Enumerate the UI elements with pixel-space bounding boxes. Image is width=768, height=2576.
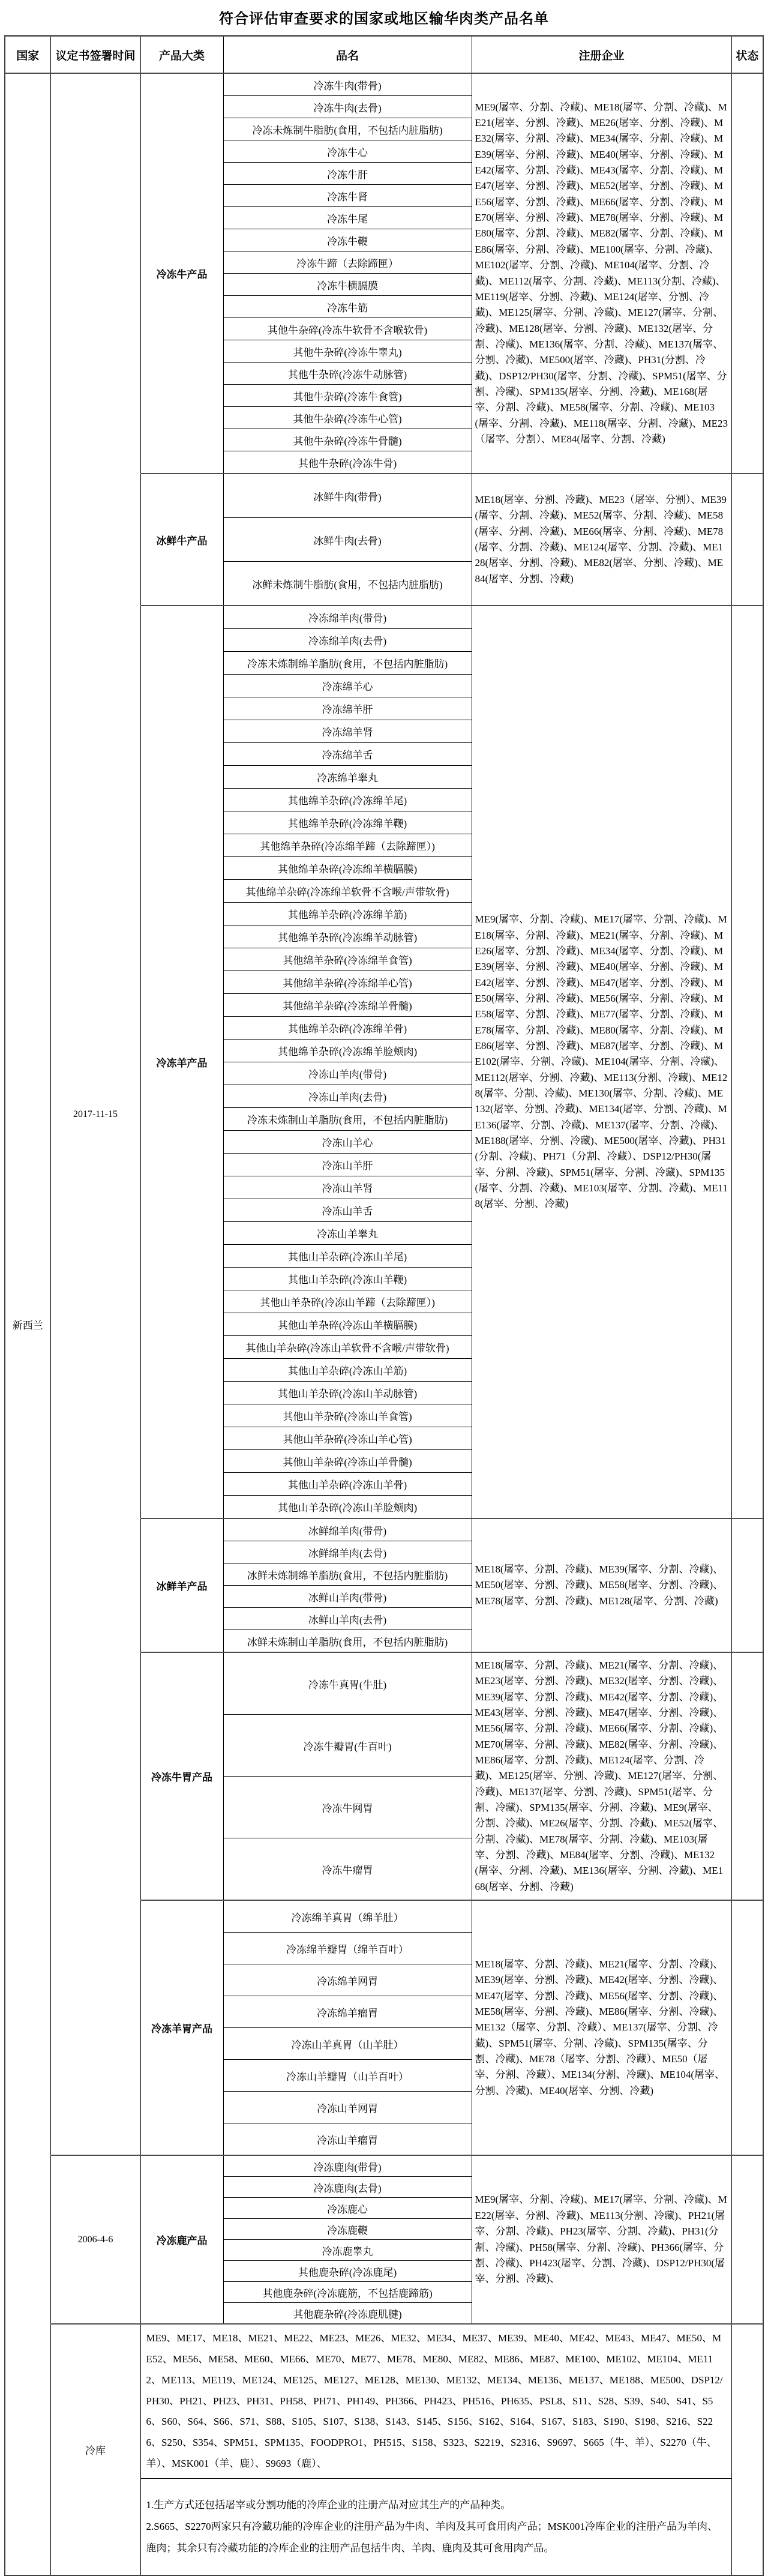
col-header-product-name: 品名 (223, 36, 472, 74)
product-row (5, 2155, 763, 2177)
category-cell: 冰鲜牛产品 (140, 474, 223, 606)
product-name-cell: 冷冻鹿肉(去骨) (223, 2177, 472, 2198)
status-cell (731, 1652, 763, 1900)
product-name-cell: 其他山羊杂碎(冷冻山羊鞭) (223, 1268, 472, 1290)
product-name-cell: 冷冻绵羊睾丸 (223, 766, 472, 789)
product-name-cell: 冰鲜牛肉(去骨) (223, 518, 472, 562)
product-name-cell: 其他山羊杂碎(冷冻山羊食管) (223, 1404, 472, 1427)
product-name-cell: 冰鲜未炼制山羊脂肪(食用，不包括内脏脂肪) (223, 1630, 472, 1653)
product-name-cell: 其他牛杂碎(冷冻牛软骨不含喉软骨) (223, 318, 472, 340)
product-name-cell: 冷冻山羊网胃 (223, 2092, 472, 2123)
col-header-registered-enterprises: 注册企业 (472, 36, 731, 74)
product-name-cell: 其他鹿杂碎(冷冻鹿尾) (223, 2261, 472, 2282)
enterprises-cell: ME9(屠宰、分割、冷藏)、ME17(屠宰、分割、冷藏)、ME18(屠宰、分割、冷藏)、ME21(屠宰、分割、冷藏)、ME26(屠宰、分割、冷藏)、ME34(屠宰、分割、冷藏)、ME39(屠宰、分割、冷藏)、ME40(屠宰、分割、冷藏)、ME42(屠宰、分割、冷藏)、ME47(屠宰、分割、冷藏)、ME50(屠宰、分割、冷藏)、ME56(屠宰、分割、冷藏)、ME58(屠宰、分割、冷藏)、ME77(屠宰、分割、冷藏)、ME78(屠宰、分割、冷藏)、ME80(屠宰、分割、冷藏)、ME86(屠宰、分割、冷藏)、ME87(屠宰、分割、冷藏)、ME102(屠宰、分割、冷藏)、ME104(屠宰、分割、冷藏)、ME112(屠宰、分割、冷藏)、ME113(分割、冷藏)、ME128(屠宰、分割、冷藏)、ME130(屠宰、分割、冷藏)、ME132(屠宰、分割、冷藏)、ME134(屠宰、分割、冷藏)、ME136(屠宰、分割、冷藏)、ME137(屠宰、分割、冷藏)、ME188(屠宰、分割、冷藏)、ME500(屠宰、冷藏)、PH31(分割、冷藏)、PH71（分割、冷藏）、DSP12/PH30(屠宰、分割、冷藏)、SPM51(屠宰、分割、冷藏)、SPM135(屠宰、分割、冷藏)、ME103(屠宰、分割、冷藏)、ME118(屠宰、分割、冷藏) (472, 606, 731, 1518)
category-cell: 冷冻羊胃产品 (140, 1900, 223, 2155)
product-name-cell: 其他牛杂碎(冷冻牛食管) (223, 385, 472, 407)
category-cell: 冰鲜羊产品 (140, 1518, 223, 1652)
product-name-cell: 冷冻绵羊肝 (223, 697, 472, 720)
product-name-cell: 冷冻山羊瘤胃 (223, 2123, 472, 2156)
status-cell (731, 2155, 763, 2324)
product-name-cell: 其他绵羊杂碎(冷冻绵羊骨) (223, 1017, 472, 1040)
product-name-cell: 其他绵羊杂碎(冷冻绵羊尾) (223, 789, 472, 811)
product-name-cell: 冷冻牛瓣胃(牛百叶) (223, 1715, 472, 1777)
note-line: 2.S665、S2270两家只有冷藏功能的冷库企业的注册产品为牛肉、羊肉及其可食用肉产品；MSK001冷库企业的注册产品为羊肉、鹿肉；其余只有冷藏功能的冷库企业的注册产品包括牛肉、羊肉、鹿肉及其可食用肉产品。 (146, 2521, 718, 2554)
product-name-cell: 其他山羊杂碎(冷冻山羊心管) (223, 1427, 472, 1450)
enterprises-cell: ME18(屠宰、分割、冷藏)、ME23（屠宰、分割）、ME39(屠宰、分割、冷藏)、ME52(屠宰、分割、冷藏)、ME58(屠宰、分割、冷藏)、ME66(屠宰、分割、冷藏)、ME78(屠宰、分割、冷藏)、ME124(屠宰、分割、冷藏)、ME128(屠宰、分割、冷藏)、ME82(屠宰、分割、冷藏)、ME84(屠宰、分割、冷藏) (472, 474, 731, 606)
product-name-cell: 其他绵羊杂碎(冷冻绵羊软骨不含喉/声带软骨) (223, 880, 472, 903)
product-name-cell: 冰鲜山羊肉(去骨) (223, 1608, 472, 1630)
category-cell: 冷冻牛产品 (140, 73, 223, 474)
product-name-cell: 冰鲜山羊肉(带骨) (223, 1586, 472, 1608)
col-header-status: 状态 (731, 36, 763, 74)
product-name-cell: 冷冻山羊真胃（山羊肚） (223, 2028, 472, 2060)
col-header-protocol-date: 议定书签署时间 (50, 36, 140, 74)
product-name-cell: 冷冻牛尾 (223, 207, 472, 229)
product-name-cell: 其他绵羊杂碎(冷冻绵羊脸颊肉) (223, 1040, 472, 1062)
product-name-cell: 冷冻绵羊瘤胃 (223, 1996, 472, 2028)
product-name-cell: 冷冻鹿心 (223, 2198, 472, 2219)
product-name-cell: 其他山羊杂碎(冷冻山羊动脉管) (223, 1382, 472, 1404)
product-name-cell: 冷冻牛心 (223, 140, 472, 163)
product-name-cell: 其他山羊杂碎(冷冻山羊软骨不含喉/声带软骨) (223, 1336, 472, 1359)
product-name-cell: 冷冻鹿睾丸 (223, 2240, 472, 2261)
enterprises-cell: ME9(屠宰、分割、冷藏)、ME17(屠宰、分割、冷藏)、ME22(屠宰、分割、冷藏)、ME113(分割、冷藏)、PH21(屠宰、分割、冷藏)、PH23(屠宰、分割、冷藏)、PH31(分割、冷藏)、PH58(屠宰、分割、冷藏)、PH366(屠宰、分割、冷藏)、PH423(屠宰、分割、冷藏)、DSP12/PH30(屠宰、分割、冷藏)、 (472, 2155, 731, 2324)
product-name-cell: 冷冻牛肾 (223, 185, 472, 207)
product-name-cell: 其他山羊杂碎(冷冻山羊筋) (223, 1359, 472, 1382)
product-name-cell: 其他绵羊杂碎(冷冻绵羊蹄（去除蹄匣）) (223, 834, 472, 857)
country-cell: 新西兰 (5, 73, 50, 2575)
product-name-cell: 冷冻绵羊真胃（绵羊肚） (223, 1900, 472, 1933)
product-name-cell: 其他绵羊杂碎(冷冻绵羊心管) (223, 971, 472, 994)
product-name-cell: 冷冻绵羊肾 (223, 720, 472, 743)
cold-storage-row (5, 2324, 763, 2478)
category-cell: 冷冻牛胃产品 (140, 1652, 223, 1900)
product-name-cell: 冷冻山羊瓣胃（山羊百叶） (223, 2060, 472, 2092)
product-name-cell: 其他牛杂碎(冷冻牛骨) (223, 451, 472, 474)
product-name-cell: 其他绵羊杂碎(冷冻绵羊横膈膜) (223, 857, 472, 880)
status-cell (731, 606, 763, 1518)
product-name-cell: 冷冻牛横膈膜 (223, 274, 472, 296)
product-name-cell: 冷冻牛蹄（去除蹄匣） (223, 251, 472, 274)
category-cell: 冷冻羊产品 (140, 606, 223, 1518)
product-name-cell: 冰鲜绵羊肉(去骨) (223, 1541, 472, 1563)
product-name-cell: 冷冻山羊心 (223, 1131, 472, 1154)
status-cell (731, 1900, 763, 2155)
col-header-category: 产品大类 (140, 36, 223, 74)
protocol-date-cell: 2017-11-15 (50, 73, 140, 2155)
product-name-cell: 其他鹿杂碎(冷冻鹿肌腱) (223, 2303, 472, 2325)
product-name-cell: 冷冻山羊肾 (223, 1176, 472, 1199)
product-name-cell: 冷冻未炼制山羊脂肪(食用，不包括内脏脂肪) (223, 1108, 472, 1131)
product-name-cell: 冷冻绵羊舌 (223, 743, 472, 766)
product-name-cell: 冷冻牛鞭 (223, 229, 472, 251)
page-title: 符合评估审查要求的国家或地区输华肉类产品名单 (219, 11, 549, 27)
product-name-cell: 其他山羊杂碎(冷冻山羊横膈膜) (223, 1313, 472, 1336)
product-name-cell: 冷冻鹿鞭 (223, 2219, 472, 2240)
cold-storage-companies: ME9、ME17、ME18、ME21、ME22、ME23、ME26、ME32、ME34、ME37、ME39、ME40、ME42、ME43、ME47、ME50、ME52、ME56、ME58、ME60、ME66、ME70、ME77、ME78、ME80、ME82、ME86、ME87、ME100、ME102、ME104、ME112、ME113、ME119、ME124、ME125、ME127、ME128、ME130、ME132、ME134、ME136、ME137、ME188、ME500、DSP12/PH30、PH21、PH23、PH31、PH58、PH71、PH149、PH366、PH423、PH516、PH635、PSL8、S11、S28、S39、S40、S41、S56、S60、S64、S66、S71、S88、S105、S107、S138、S143、S145、S156、S162、S164、S167、S183、S190、S198、S216、S226、S250、S354、SPM51、SPM135、FOODPRO1、PH515、S158、S323、S2219、S2316、S9697、S665（牛、羊）、S2270（牛、羊）、MSK001（羊、鹿）、S9693（鹿）、 (140, 2324, 731, 2478)
product-name-cell: 冷冻绵羊心 (223, 675, 472, 697)
product-name-cell: 冷冻鹿肉(带骨) (223, 2155, 472, 2177)
status-cell (731, 2324, 763, 2575)
product-name-cell: 冷冻山羊睾丸 (223, 1222, 472, 1245)
product-name-cell: 其他牛杂碎(冷冻牛睾丸) (223, 340, 472, 363)
product-name-cell: 冰鲜牛肉(带骨) (223, 474, 472, 518)
product-name-cell: 冷冻绵羊肉(去骨) (223, 629, 472, 652)
product-name-cell: 其他山羊杂碎(冷冻山羊骨髓) (223, 1450, 472, 1473)
product-name-cell: 其他山羊杂碎(冷冻山羊蹄（去除蹄匣）) (223, 1290, 472, 1313)
protocol-date-cell: 2006-4-6 (50, 2155, 140, 2324)
product-name-cell: 冷冻绵羊网胃 (223, 1964, 472, 1996)
cold-storage-notes (140, 2478, 731, 2575)
product-name-cell: 冰鲜未炼制牛脂肪(食用，不包括内脏脂肪) (223, 562, 472, 606)
product-name-cell: 冷冻牛肉(去骨) (223, 96, 472, 118)
product-name-cell: 冷冻牛真胃(牛肚) (223, 1652, 472, 1715)
enterprises-cell: ME18(屠宰、分割、冷藏)、ME21(屠宰、分割、冷藏)、ME39(屠宰、分割、冷藏)、ME42(屠宰、分割、冷藏)、ME47(屠宰、分割、冷藏)、ME56(屠宰、分割、冷藏)、ME58(屠宰、分割、冷藏)、ME86(屠宰、分割、冷藏)、ME132（屠宰、分割、冷藏）、ME137(屠宰、分割、冷藏)、SPM51(屠宰、分割、冷藏)、SPM135(屠宰、分割、冷藏)、ME78（屠宰、分割、冷藏）、ME50（屠宰、分割、冷藏）、ME134(分割、冷藏)、ME104(屠宰、分割、冷藏)、ME40(屠宰、分割、冷藏) (472, 1900, 731, 2155)
product-name-cell: 其他绵羊杂碎(冷冻绵羊筋) (223, 903, 472, 925)
status-cell (731, 474, 763, 606)
enterprises-cell: ME18(屠宰、分割、冷藏)、ME39(屠宰、分割、冷藏)、ME50(屠宰、分割、冷藏)、ME58(屠宰、分割、冷藏)、ME78(屠宰、分割、冷藏)、ME128(屠宰、分割、冷藏) (472, 1518, 731, 1652)
product-name-cell: 冷冻绵羊瓣胃（绵羊百叶） (223, 1933, 472, 1964)
product-name-cell: 冷冻牛肉(带骨) (223, 73, 472, 96)
product-name-cell: 冷冻未炼制绵羊脂肪(食用，不包括内脏脂肪) (223, 652, 472, 675)
product-name-cell: 其他牛杂碎(冷冻牛骨髓) (223, 429, 472, 451)
product-name-cell: 冷冻牛肝 (223, 163, 472, 185)
enterprises-cell: ME9(屠宰、分割、冷藏)、ME18(屠宰、分割、冷藏)、ME21(屠宰、分割、冷藏)、ME26(屠宰、分割、冷藏)、ME32(屠宰、分割、冷藏)、ME34(屠宰、分割、冷藏)、ME39(屠宰、分割、冷藏)、ME40(屠宰、分割、冷藏)、ME42(屠宰、分割、冷藏)、ME43(屠宰、分割、冷藏)、ME47(屠宰、分割、冷藏)、ME52(屠宰、分割、冷藏)、ME56(屠宰、分割、冷藏)、ME66(屠宰、分割、冷藏)、ME70(屠宰、分割、冷藏)、ME78(屠宰、分割、冷藏)、ME80(屠宰、分割、冷藏)、ME82(屠宰、分割、冷藏)、ME86(屠宰、分割、冷藏)、ME100(屠宰、分割、冷藏)、ME102(屠宰、分割、冷藏)、ME104(屠宰、分割、冷藏)、ME112(屠宰、分割、冷藏)、ME113(分割、冷藏)、ME119(屠宰、分割、冷藏)、ME124(屠宰、分割、冷藏)、ME125(屠宰、分割、冷藏)、ME127(屠宰、分割、冷藏)、ME128(屠宰、分割、冷藏)、ME132(屠宰、分割、冷藏)、ME136(屠宰、分割、冷藏)、ME137(屠宰、分割、冷藏)、ME500(屠宰、冷藏)、PH31(分割、冷藏)、DSP12/PH30(屠宰、分割、冷藏)、SPM51(屠宰、分割、冷藏)、SPM135(屠宰、分割、冷藏)、ME168(屠宰、分割、冷藏)、ME58(屠宰、分割、冷藏)、ME103(屠宰、分割、冷藏)、ME118(屠宰、分割、冷藏)、ME23（屠宰、分割）、ME84(屠宰、分割、冷藏) (472, 73, 731, 474)
product-name-cell: 其他牛杂碎(冷冻牛心管) (223, 407, 472, 429)
product-name-cell: 其他山羊杂碎(冷冻山羊脸颊肉) (223, 1496, 472, 1519)
product-name-cell: 其他绵羊杂碎(冷冻绵羊骨髓) (223, 994, 472, 1017)
product-name-cell: 冷冻山羊肝 (223, 1154, 472, 1176)
products-table (4, 35, 764, 2576)
enterprises-cell: ME18(屠宰、分割、冷藏)、ME21(屠宰、分割、冷藏)、ME23(屠宰、分割、冷藏)、ME32(屠宰、分割、冷藏)、ME39(屠宰、分割、冷藏)、ME42(屠宰、分割、冷藏)、ME43(屠宰、分割、冷藏)、ME47(屠宰、分割、冷藏)、ME56(屠宰、分割、冷藏)、ME66(屠宰、分割、冷藏)、ME70(屠宰、分割、冷藏)、ME82(屠宰、分割、冷藏)、ME86(屠宰、分割、冷藏)、ME124(屠宰、分割、冷藏)、ME125(屠宰、分割、冷藏)、ME127(屠宰、分割、冷藏)、ME137(屠宰、分割、冷藏)、SPM51(屠宰、分割、冷藏)、SPM135(屠宰、分割、冷藏)、ME9(屠宰、分割、冷藏)、ME26(屠宰、分割、冷藏)、ME52(屠宰、分割、冷藏)、ME78(屠宰、分割、冷藏)、ME103(屠宰、分割、冷藏)、ME84(屠宰、分割、冷藏)、ME132(屠宰、分割、冷藏)、ME136(屠宰、分割、冷藏)、ME168(屠宰、分割、冷藏) (472, 1652, 731, 1900)
header-row (5, 36, 763, 74)
product-name-cell: 冷冻牛筋 (223, 296, 472, 318)
note-line: 1.生产方式还包括屠宰或分割功能的冷库企业的注册产品对应其生产的产品种类。 (146, 2499, 511, 2511)
product-name-cell: 冷冻牛网胃 (223, 1777, 472, 1838)
category-cell: 冷冻鹿产品 (140, 2155, 223, 2324)
product-name-cell: 其他山羊杂碎(冷冻山羊尾) (223, 1245, 472, 1268)
product-row (5, 73, 763, 96)
status-cell (731, 1518, 763, 1652)
product-name-cell: 冷冻未炼制牛脂肪(食用，不包括内脏脂肪) (223, 118, 472, 140)
product-name-cell: 其他鹿杂碎(冷冻鹿筋，不包括鹿蹄筋) (223, 2282, 472, 2303)
product-name-cell: 冰鲜未炼制绵羊脂肪(食用，不包括内脏脂肪) (223, 1563, 472, 1586)
product-name-cell: 冷冻牛瘤胃 (223, 1838, 472, 1901)
col-header-country: 国家 (5, 36, 50, 74)
product-name-cell: 冰鲜绵羊肉(带骨) (223, 1518, 472, 1541)
product-name-cell: 其他绵羊杂碎(冷冻绵羊鞭) (223, 811, 472, 834)
product-name-cell: 其他山羊杂碎(冷冻山羊骨) (223, 1473, 472, 1496)
product-name-cell: 冷冻绵羊肉(带骨) (223, 606, 472, 629)
cold-storage-label: 冷库 (50, 2324, 140, 2575)
product-name-cell: 其他牛杂碎(冷冻牛动脉管) (223, 363, 472, 385)
product-name-cell: 其他绵羊杂碎(冷冻绵羊动脉管) (223, 925, 472, 948)
status-cell (731, 73, 763, 474)
product-name-cell: 冷冻山羊肉(去骨) (223, 1085, 472, 1108)
product-name-cell: 冷冻山羊肉(带骨) (223, 1062, 472, 1085)
product-name-cell: 其他绵羊杂碎(冷冻绵羊食管) (223, 948, 472, 971)
product-name-cell: 冷冻山羊舌 (223, 1199, 472, 1222)
